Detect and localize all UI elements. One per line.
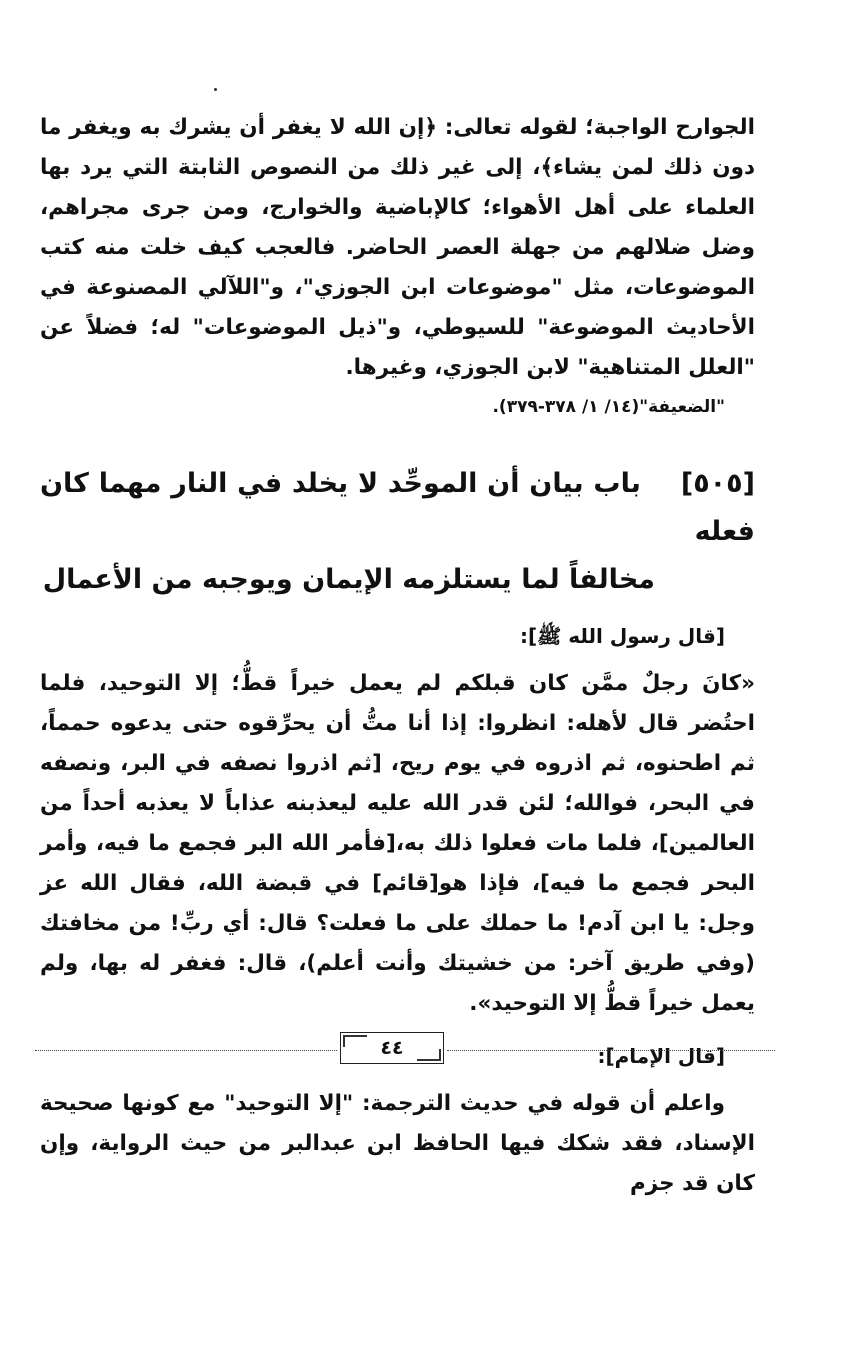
chapter-number: [٥٠٥] (680, 468, 755, 499)
chapter-title-line1: باب بيان أن الموحِّد لا يخلد في النار مهما كان فعله (40, 468, 755, 547)
ornament-icon (417, 1049, 441, 1061)
hadith-text: «كانَ رجلٌ ممَّن كان قبلكم لم يعمل خيراً قطُّ؛ إلا التوحيد، فلما احتُضر قال لأهله: انظروا: إذا أنا متُّ أن يحرِّقوه حتى يدعوه حمماً، ثم اطحنوه، ثم اذروه في يوم ريح، [ثم اذروا نصفه في البر، ونصفه في البحر، فوالله؛ لئن قدر الله عليه ليعذبنه عذاباً لا يعذبه أحداً من العالمين]، فلما مات فعلوا ذلك به،[فأمر الله البر فجمع ما فيه، وأمر البحر فجمع ما فيه]، فإذا هو[قائم] في قبضة الله، فقال الله عز وجل: يا ابن آدم! ما حملك على ما فعلت؟ قال: أي ربِّ! من مخافتك (وفي طريق آخر: من خشيتك وأنت أعلم)، قال: فغفر له بها، ولم يعمل خيراً قطُّ إلا التوحيد». (40, 671, 755, 1016)
ornament-icon (343, 1035, 367, 1047)
page-number-frame (340, 1032, 444, 1064)
chapter-title-line2: مخالفاً لما يستلزمه الإيمان ويوجبه من الأعمال (42, 564, 655, 595)
paragraph-opening: الجوارح الواجبة؛ لقوله تعالى: ﴿إن الله لا يغفر أن يشرك به ويغفر ما دون ذلك لمن يشاء﴾، إلى غير ذلك من النصوص الثابتة التي يرد بها العلماء على أهل الأهواء؛ كالإباضية والخوارج، ومن جرى مجراهم، وضل ضلالهم من جهلة العصر الحاضر. فالعجب كيف خلت منه كتب الموضوعات، مثل "موضوعات ابن الجوزي"، و"اللآلي المصنوعة في الأحاديث الموضوعة" للسيوطي، و"ذيل الموضوعات" له؛ فضلاً عن "العلل المتناهية" لابن الجوزي، وغيرها. (40, 115, 755, 380)
paragraph-commentary: واعلم أن قوله في حديث الترجمة: "إلا التوحيد" مع كونها صحيحة الإسناد، فقد شكك فيها الحافظ ابن عبدالبر من حيث الرواية، وإن كان قد جزم (40, 1091, 755, 1196)
label-imam-said: [قال الإمام]: (597, 1044, 725, 1068)
footer-dotted-rule-right (447, 1050, 775, 1051)
footer-dotted-rule-left (35, 1050, 337, 1051)
page-footer (35, 1032, 775, 1068)
reference-citation: "الضعيفة"(١٤/ ١/ ٣٧٨-٣٧٩). (492, 397, 725, 417)
label-prophet-said: [قال رسول الله ﷺ]: (519, 624, 725, 648)
chapter-heading (40, 460, 755, 604)
page-number: ٤٤ (380, 1037, 404, 1059)
decorative-dot (214, 88, 217, 91)
